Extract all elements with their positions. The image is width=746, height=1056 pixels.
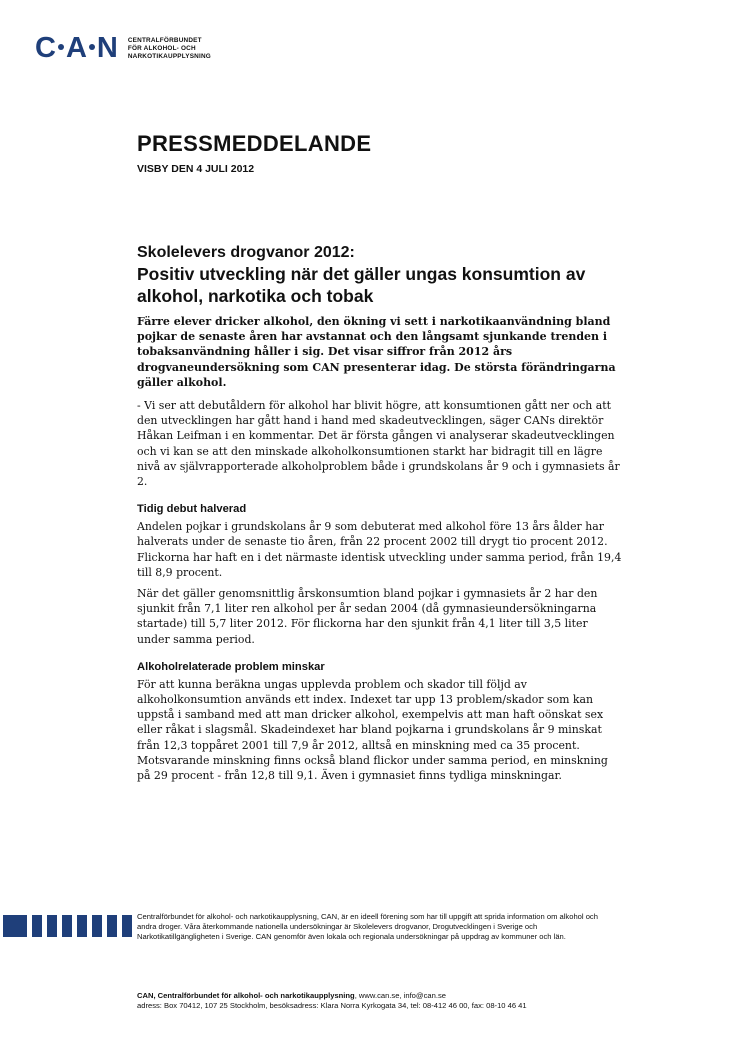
logo-dot: [89, 44, 95, 50]
logo-org-line: FÖR ALKOHOL- OCH: [127, 44, 196, 52]
section-heading: Alkoholrelaterade problem minskar: [137, 660, 325, 673]
dateline: VISBY DEN 4 JULI 2012: [137, 163, 255, 175]
logo-mark: [35, 34, 118, 63]
article-body: [137, 243, 622, 789]
footer-web-email: , www.can.se, info@can.se: [354, 991, 446, 1000]
logo-org-name: [128, 37, 211, 61]
article-intro: - Vi ser att debutåldern för alkohol har blivit högre, att konsumtionen gått ner och att den utvecklingen har gått hand i hand med skadeutvecklingen, säger CANs direktör Håkan Leifman i en kommentar. Det är första gången vi analyserar skadeutvecklingen och vi kan se att den minskade alkoholkonsumtionen starkt har bidragit till en lägre nivå av självrapporterade alkoholproblem både i grundskolans år 9 och i gymnasiets år 2.: [137, 399, 620, 489]
logo-org-line: NARKOTIKAUPPLYSNING: [127, 52, 211, 60]
footer-org-name: CAN, Centralförbundet för alkohol- och narkotikaupplysning: [137, 991, 355, 1000]
footer-contact: [137, 991, 627, 1011]
footer-bar: [92, 915, 102, 937]
footer-bar: [32, 915, 42, 937]
page-title: PRESSMEDDELANDE: [137, 131, 372, 156]
footer-description: Centralförbundet för alkohol- och narkotikaupplysning, CAN, är en ideell förening som har till uppgift att sprida information om alkohol och andra droger. Våra återkommande nationella undersökningar är Skolelevers drogvanor, Drogutvecklingen i Sverige och Narkotikatillgängligheten i Sverige. CAN genomför även lokala och regionala undersökningar på uppdrag av kommuner och län.: [137, 912, 598, 942]
article-lead: Färre elever dricker alkohol, den ökning vi sett i narkotikaanvändning bland pojkar de senaste åren har avstannat och den långsamt sjunkande trenden i tobaksanvändning håller i sig. Det visar siffror från 2012 års drogvaneundersökning som CAN presenterar idag. De största förändringarna gäller alkohol.: [137, 315, 616, 389]
logo-letter-n: N: [96, 32, 118, 64]
section-heading: Tidig debut halverad: [137, 503, 247, 516]
can-logo: [35, 34, 211, 63]
footer-bar: [47, 915, 57, 937]
footer-bar: [62, 915, 72, 937]
article-headline: Positiv utveckling när det gäller ungas konsumtion av alkohol, narkotika och tobak: [137, 264, 586, 306]
logo-letter-a: A: [65, 32, 87, 64]
footer-bar: [107, 915, 117, 937]
section-paragraph: Andelen pojkar i grundskolans år 9 som debuterat med alkohol före 13 års ålder har halverats under de senaste tio åren, från 22 procent 2002 till drygt tio procent 2012. Flickorna har haft en i det närmaste identisk utveckling under samma period, från 19,4 till 8,9 procent.: [137, 520, 622, 579]
article-subtitle: Skolelevers drogvanor 2012:: [137, 244, 355, 261]
logo-letter-c: C: [35, 32, 56, 64]
section-paragraph: När det gäller genomsnittlig årskonsumtion bland pojkar i gymnasiets år 2 har den sjunkit från 7,1 liter ren alkohol per år sedan 2004 (då gymnasieundersökningarna startade) till 5,7 liter 2012. För flickorna har den sjunkit från 4,1 liter till 3,5 liter under samma period.: [137, 587, 598, 646]
footer-bar: [77, 915, 87, 937]
logo-org-line: CENTRALFÖRBUNDET: [127, 36, 202, 44]
section-paragraph: För att kunna beräkna ungas upplevda problem och skador till följd av alkoholkonsumtion används ett index. Indexet tar upp 13 problem/skador som kan uppstå i samband med att man dricker alkohol, exempelvis att man haft oönskat sex eller råkat i slagsmål. Skadeindexet har bland pojkarna i grundskolans år 9 minskat från 12,3 toppåret 2001 till 7,9 år 2012, alltså en minskning med ca 35 procent. Motsvarande minskning finns också bland flickor under samma period, en minskning på 29 procent - från 12,8 till 9,1. Även i gymnasiet finns tydliga minskningar.: [137, 677, 608, 783]
logo-dot: [58, 44, 64, 50]
footer-stripe-graphic: [3, 915, 132, 937]
footer-address: adress: Box 70412, 107 25 Stockholm, besöksadress: Klara Norra Kyrkogata 34, tel: 08-412 46 00, fax: 08-10 46 41: [137, 1001, 527, 1011]
footer-bar: [3, 915, 27, 937]
footer-bar: [122, 915, 132, 937]
